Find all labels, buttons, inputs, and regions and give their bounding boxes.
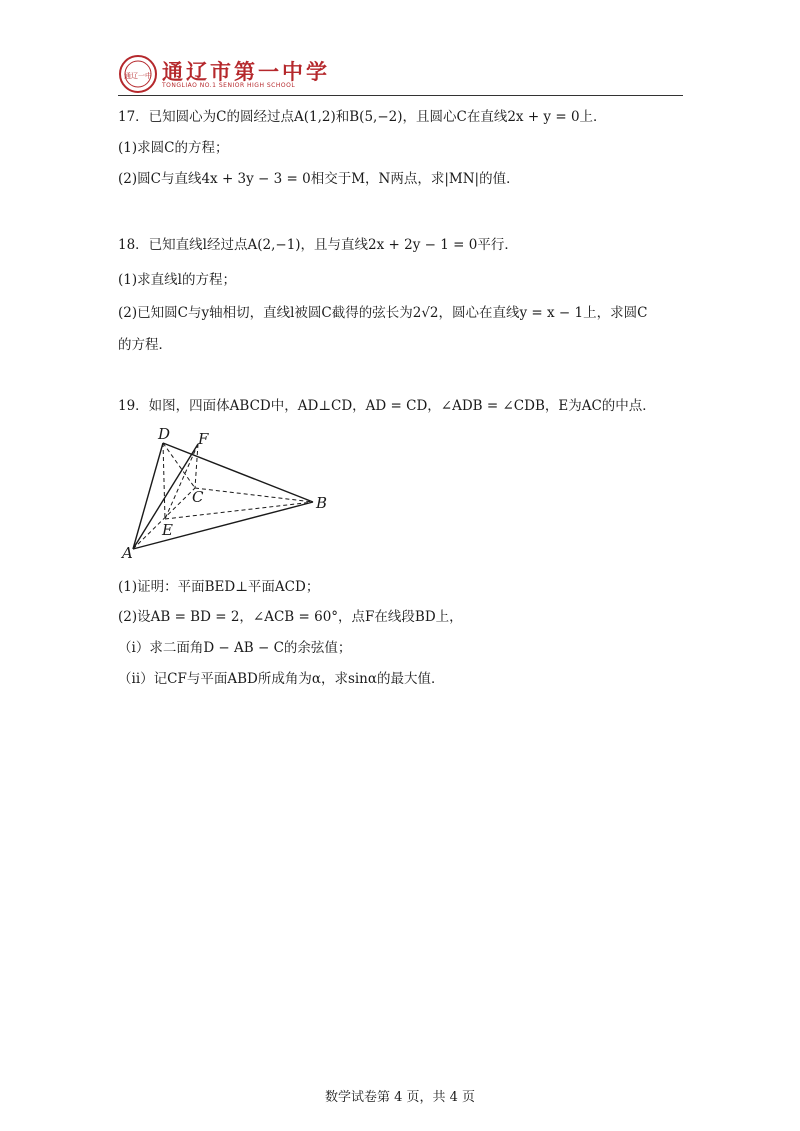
label-f: F [198,430,209,448]
label-b: B [316,494,328,512]
q18-part2-line1: (2)已知圆C与y轴相切，直线l被圆C截得的弦长为2√2，圆心在直线y = x − 1上，求圆C [118,305,648,321]
q18-stem: 18．已知直线l经过点A(2,−1)，且与直线2x + 2y − 1 = 0平行． [118,237,518,253]
label-e: E [162,521,173,539]
label-a: A [122,544,133,562]
page-footer: 数学试卷第 4 页，共 4 页 [324,1090,476,1105]
q17-part1: (1)求圆C的方程； [118,140,229,156]
school-name: 通辽市第一中学 [162,59,330,84]
logo-text: 通辽一中 [124,72,152,80]
q17-part2: (2)圆C与直线4x + 3y − 3 = 0相交于M，N两点，求|MN|的值． [118,171,520,187]
q18-part2-line2: 的方程． [118,337,172,353]
q18-part1: (1)求直线l的方程； [118,272,236,288]
school-logo [118,54,158,94]
school-name-en: TONGLIAO NO.1 SENIOR HIGH SCHOOL [162,82,296,89]
q19-part1: (1)证明：平面BED⊥平面ACD； [118,579,320,595]
q19-stem: 19．如图，四面体ABCD中，AD⊥CD，AD = CD，∠ADB = ∠CDB，E为AC的中点． [118,398,656,414]
q19-part2: (2)设AB = BD = 2，∠ACB = 60°，点F在线段BD上， [118,609,463,625]
segment-eb [165,502,313,519]
page-header [118,54,683,96]
q19-sub2: （ii）记CF与平面ABD所成角为α，求sinα的最大值． [118,671,445,687]
label-c: C [192,488,204,506]
header-rule [118,95,683,96]
edge-da [133,443,163,549]
label-d: D [158,425,171,443]
segment-de [163,443,165,519]
q19-sub1: （i）求二面角D − AB − C的余弦值； [118,640,352,656]
edge-ab [133,502,313,549]
tetrahedron-figure [118,424,338,564]
q17-stem: 17．已知圆心为C的圆经过点A(1,2)和B(5,−2)，且圆心C在直线2x + y = 0上． [118,109,607,125]
